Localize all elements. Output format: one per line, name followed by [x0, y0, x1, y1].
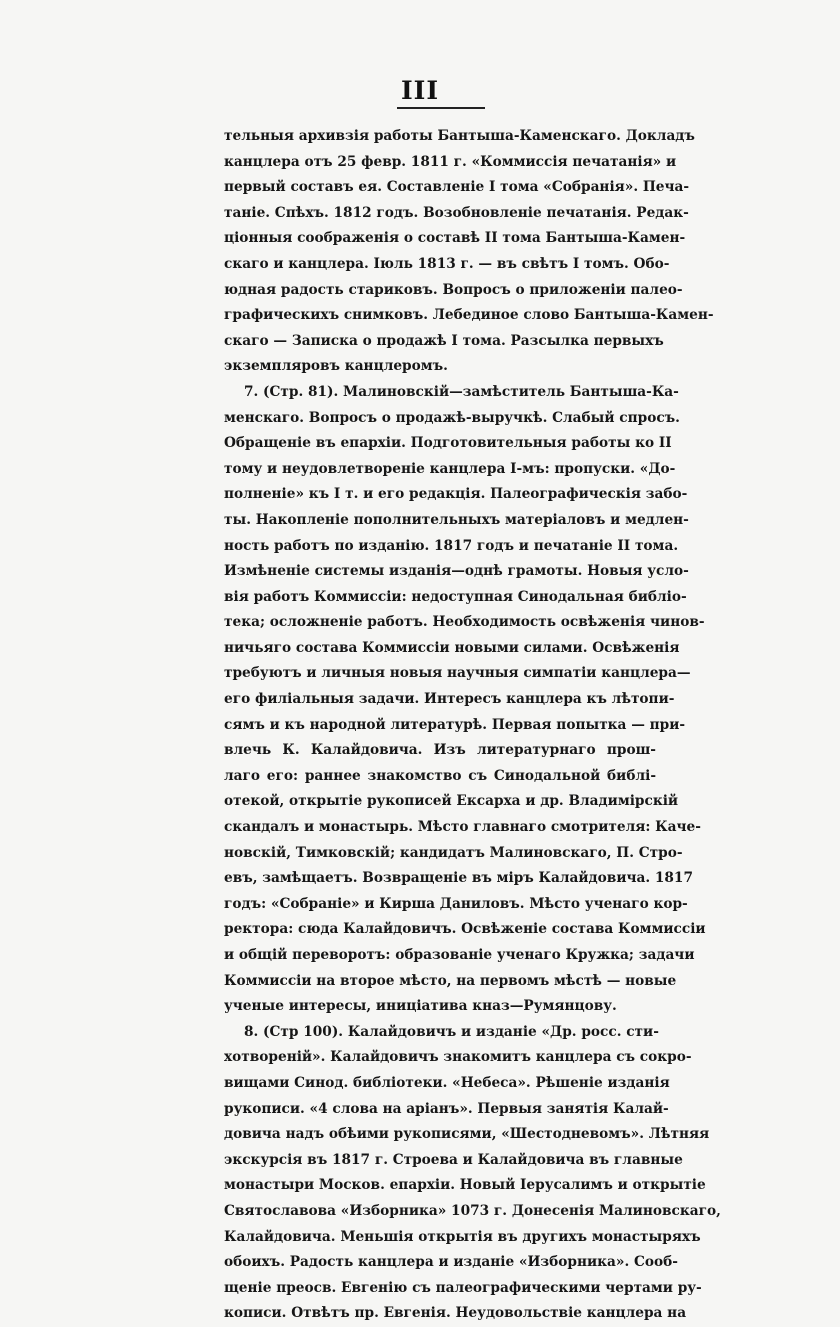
text-line: лаго его: раннее знакомство съ Синодальной библі-: [224, 767, 656, 784]
text-line: евъ, замѣщаетъ. Возвращеніе въ міръ Калайдовича. 1817: [224, 870, 693, 887]
text-line: графическихъ снимковъ. Лебединое слово Бантыша-Камен-: [224, 307, 714, 324]
text-line: вія работъ Коммиссіи: недоступная Синодальная библіо-: [224, 588, 687, 605]
text-line: вищами Синод. библіотеки. «Небеса». Рѣшеніе изданія: [224, 1074, 670, 1091]
text-line: хотвореній». Калайдовичъ знакомитъ канцлера съ сокро-: [224, 1049, 692, 1066]
section-7-start: 7. (Стр. 81). Малиновскій—замѣститель Бантыша-Ка-: [244, 383, 679, 400]
text-line: Измѣненіе системы изданія—однѣ грамоты. Новыя усло-: [224, 563, 689, 580]
text-line: годъ: «Собраніе» и Кирша Даниловъ. Мѣсто ученаго кор-: [224, 895, 688, 912]
text-line: ректора: сюда Калайдовичъ. Освѣженіе состава Коммиссіи: [224, 921, 706, 938]
text-line: скандалъ и монастырь. Мѣсто главнаго смотрителя: Каче-: [224, 819, 701, 836]
text-line: ность работъ по изданію. 1817 годъ и печатаніе II тома.: [224, 537, 679, 554]
header-rule: [397, 107, 485, 109]
text-line: ничьяго состава Коммиссіи новыми силами. Освѣженія: [224, 639, 680, 656]
text-line: ученые интересы, иниціатива кназ—Румянцову.: [224, 998, 617, 1015]
text-line: первый составъ ея. Составленіе I тома «Собранія». Печа-: [224, 179, 690, 196]
page-number: III: [400, 76, 440, 105]
text-line: канцлера отъ 25 февр. 1811 г. «Коммиссія печатанія» и: [224, 153, 677, 170]
text-line: скаго — Записка о продажѣ I тома. Разсылка первыхъ: [224, 332, 664, 349]
text-line: тека; осложненіе работъ. Необходимость освѣженія чинов-: [224, 614, 705, 631]
text-line: монастыри Москов. епархіи. Новый Іерусалимъ и открытіе: [224, 1177, 706, 1194]
text-line: экземпляровъ канцлеромъ.: [224, 358, 448, 375]
text-line: Святославова «Изборника» 1073 г. Донесенія Малиновскаго,: [224, 1202, 721, 1219]
text-line: полненіе» къ I т. и его редакція. Палеографическія забо-: [224, 486, 688, 503]
text-line: довича надъ обѣими рукописями, «Шестодневомъ». Лѣтняя: [224, 1126, 710, 1143]
text-line: новскій, Тимковскій; кандидатъ Малиновскаго, П. Стро-: [224, 844, 683, 861]
text-line: юдная радость стариковъ. Вопросъ о приложеніи палео-: [224, 281, 683, 298]
text-line: тому и неудовлетвореніе канцлера I-мъ: пропуски. «До-: [224, 460, 676, 477]
text-line: и общій переворотъ: образованіе ученаго Кружка; задачи: [224, 947, 695, 963]
text-line: тельныя архивзія работы Бантыша-Каменскаго. Докладъ: [224, 128, 695, 144]
text-line: ты. Накопленіе пополнительныхъ матеріаловъ и медлен-: [224, 511, 689, 528]
section-8-start: 8. (Стр 100). Калайдовичъ и изданіе «Др. росс. сти-: [244, 1023, 659, 1040]
text-line: Коммиссіи на второе мѣсто, на первомъ мѣстѣ — новые: [224, 972, 677, 989]
text-line: рукописи. «4 слова на аріанъ». Первыя занятія Калай-: [224, 1100, 669, 1117]
text-line: Калайдовича. Меньшія открытія въ другихъ монастыряхъ: [224, 1228, 701, 1245]
body-text: [224, 124, 721, 1327]
text-line: кописи. Отвѣтъ пр. Евгенія. Неудовольствіе канцлера на: [224, 1305, 687, 1322]
text-line: отекой, открытіе рукописей Ексарха и др. Владимірскій: [224, 793, 679, 810]
text-line: скаго и канцлера. Іюль 1813 г. — въ свѣтъ I томъ. Обо-: [224, 255, 670, 272]
text-line: Обращеніе въ епархіи. Подготовительныя работы ко II: [224, 435, 672, 452]
text-line: сямъ и къ народной литературѣ. Первая попытка — при-: [224, 716, 686, 733]
text-line: его филіальныя задачи. Интересъ канцлера къ лѣтопи-: [224, 691, 675, 708]
text-line: требуютъ и личныя новыя научныя симпатіи канцлера—: [224, 665, 691, 682]
text-line: ціонныя соображенія о составѣ II томa Бантыша-Камен-: [224, 230, 686, 247]
text-line: менскаго. Вопросъ о продажѣ-выручкѣ. Слабый спросъ.: [224, 409, 680, 426]
text-line: экскурсія въ 1817 г. Строева и Калайдовича въ главные: [224, 1151, 683, 1168]
text-line: щеніе преосв. Евгенію съ палеографическими чертами ру-: [224, 1279, 702, 1296]
text-line: таніе. Спѣхъ. 1812 годъ. Возобновленіе печатанія. Редак-: [224, 204, 689, 221]
text-line: обоихъ. Радость канцлера и изданіе «Изборника». Сооб-: [224, 1254, 678, 1271]
text-line: влечь К. Калайдовича. Изъ литературнаго прош-: [224, 742, 656, 759]
